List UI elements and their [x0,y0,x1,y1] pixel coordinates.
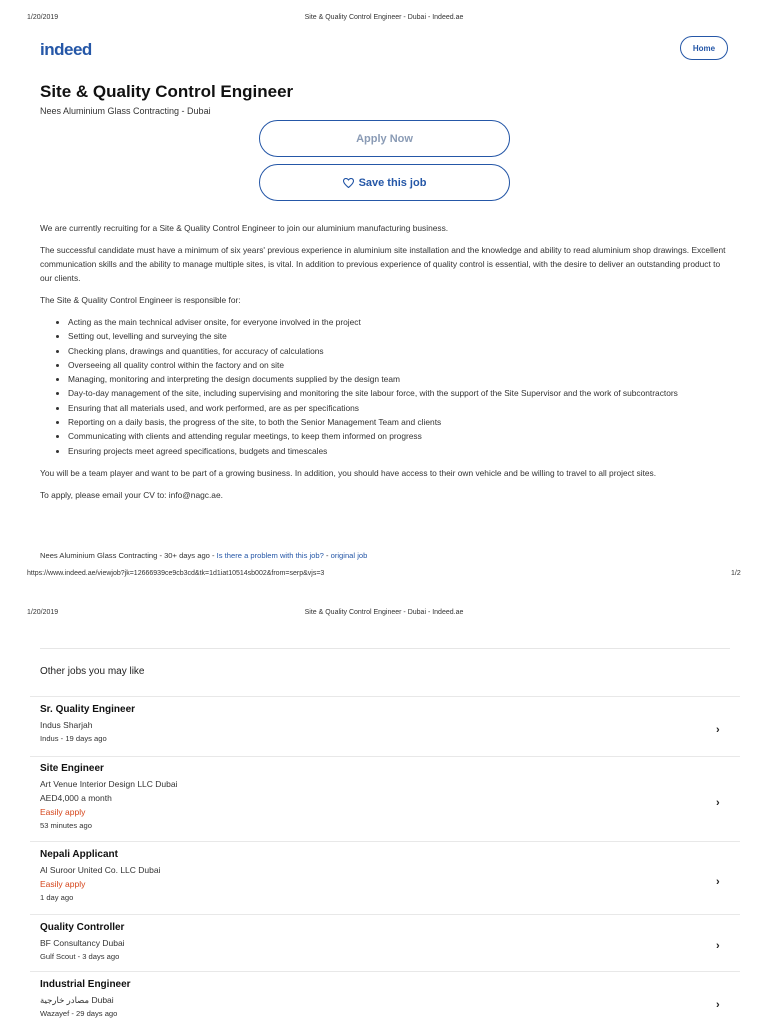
chevron-right-icon[interactable]: › [716,797,720,809]
print-title: Site & Quality Control Engineer - Dubai - Indeed.ae [304,14,464,21]
requirements-paragraph: The successful candidate must have a minimum of six years' previous experience in aluminium site installation and the knowledge and ability to read aluminium shop drawings. Excellent communication skills and the ability to manage multiple sites, is vital. In addition to previous experience of quality control is essential, with the desire to deliver an outstanding product to our clients. [40,245,726,283]
apply-now-button[interactable] [259,120,510,157]
divider [30,914,740,915]
other-jobs-heading: Other jobs you may like [40,666,145,677]
list-item: • Managing, monitoring and interpreting the design documents supplied by the design team [68,372,730,386]
job-card[interactable] [40,922,730,964]
job-card-company: Indus Sharjah [40,720,93,730]
divider [30,756,740,757]
job-card-company: BF Consultancy Dubai [40,938,125,948]
save-job-label: Save this job [358,176,427,189]
list-item: • Ensuring projects meet agreed specifications, budgets and timescales [68,444,730,458]
home-button[interactable]: Home [680,36,728,60]
divider [30,971,740,972]
print-page-number: 1/2 [731,570,741,577]
list-item: • Day-to-day management of the site, including supervising and monitoring the site labour force, with the support of the Site Supervisor and the work of subcontractors [68,386,730,400]
job-card-title[interactable]: Industrial Engineer [40,979,131,990]
job-card-meta: Gulf Scout - 3 days ago [40,952,120,961]
chevron-right-icon[interactable]: › [716,724,720,736]
list-item: • Communicating with clients and attending regular meetings, to keep them informed on progress [68,429,730,443]
footer-separator: - [323,551,331,560]
job-card-meta: 53 minutes ago [40,821,92,830]
job-card-company: Art Venue Interior Design LLC Dubai [40,779,178,789]
job-card-title[interactable]: Sr. Quality Engineer [40,704,136,715]
intro-paragraph: We are currently recruiting for a Site & Quality Control Engineer to join our aluminium manufacturing business. [40,223,449,233]
apply-email: To apply, please email your CV to: info@nagc.ae. [40,489,223,500]
job-footer [40,551,367,560]
job-card[interactable] [40,763,730,833]
responsibilities-list [40,315,730,458]
list-item: • Reporting on a daily basis, the progress of the site, to both the Senior Management Team and clients [68,415,730,429]
job-card-meta: 1 day ago [40,893,74,902]
divider [30,841,740,842]
indeed-logo[interactable]: indeed [40,40,92,59]
job-title: Site & Quality Control Engineer [40,82,294,101]
apply-now-label: Apply Now [356,132,413,145]
original-job-link[interactable]: original job [330,551,368,560]
easily-apply-badge: Easily apply [40,807,86,817]
print-title-2: Site & Quality Control Engineer - Dubai - Indeed.ae [304,609,464,616]
closing-paragraph: You will be a team player and want to be part of a growing business. In addition, you should have access to their own vehicle and be willing to travel to all project sites. [40,467,657,478]
job-card-company: مصادر خارجية Dubai [40,995,114,1005]
job-card[interactable] [40,979,730,1021]
job-card-salary: AED4,000 a month [40,793,112,803]
chevron-right-icon[interactable]: › [716,940,720,952]
list-item: • Acting as the main technical adviser onsite, for everyone involved in the project [68,315,730,329]
job-card[interactable] [40,849,730,905]
divider [30,696,740,697]
job-card[interactable] [40,704,730,746]
print-url: https://www.indeed.ae/viewjob?jk=12666939ce9cb3cd&tk=1d1iat10514sb002&from=serp&vjs=3 [27,570,325,577]
job-card-title[interactable]: Site Engineer [40,763,104,774]
heart-icon [343,178,354,188]
job-description [40,221,730,510]
job-card-company: Al Suroor United Co. LLC Dubai [40,865,161,875]
job-card-title[interactable]: Nepali Applicant [40,849,118,860]
list-item: • Setting out, levelling and surveying the site [68,329,730,343]
chevron-right-icon[interactable]: › [716,999,720,1011]
divider [40,648,730,649]
responsible-intro: The Site & Quality Control Engineer is responsible for: [40,295,241,305]
report-job-link[interactable]: Is there a problem with this job? [216,551,324,560]
list-item: • Ensuring that all materials used, and work performed, are as per specifications [68,401,730,415]
list-item: • Overseeing all quality control within the factory and on site [68,358,730,372]
chevron-right-icon[interactable]: › [716,876,720,888]
easily-apply-badge: Easily apply [40,879,86,889]
print-date-2: 1/20/2019 [27,609,59,616]
print-date: 1/20/2019 [27,14,59,21]
footer-meta: Nees Aluminium Glass Contracting - 30+ days ago - [40,551,217,560]
list-item: • Checking plans, drawings and quantities, for accuracy of calculations [68,344,730,358]
job-card-meta: Indus - 19 days ago [40,734,107,743]
job-card-title[interactable]: Quality Controller [40,922,125,933]
company-location: Nees Aluminium Glass Contracting - Dubai [40,106,211,116]
save-job-button[interactable] [259,164,510,201]
job-card-meta: Wazayef - 29 days ago [40,1009,118,1018]
